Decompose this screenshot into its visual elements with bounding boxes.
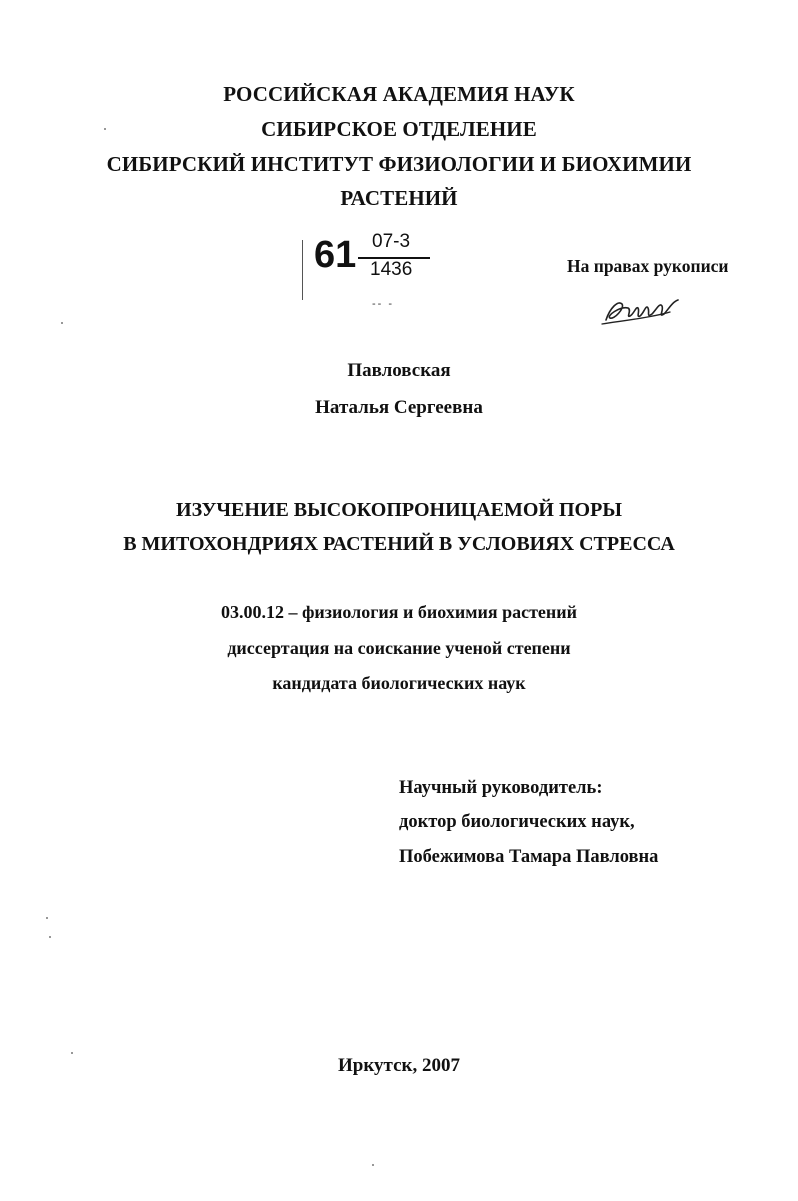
dissertation-title-line1: ИЗУЧЕНИЕ ВЫСОКОПРОНИЦАЕМОЙ ПОРЫ [176, 499, 622, 521]
author-surname: Павловская [347, 360, 451, 381]
header-academy: РОССИЙСКАЯ АКАДЕМИЯ НАУК [223, 82, 575, 106]
stamp-denominator: 1436 [370, 259, 413, 280]
degree-name: кандидата биологических наук [272, 673, 526, 693]
city-year: Иркутск, 2007 [338, 1055, 460, 1076]
library-stamp [302, 232, 442, 312]
scan-speck [372, 1164, 374, 1166]
header-institute-cont: РАСТЕНИЙ [340, 186, 458, 210]
scan-speck [71, 1052, 73, 1054]
header-branch: СИБИРСКОЕ ОТДЕЛЕНИЕ [261, 117, 537, 141]
header-institute: СИБИРСКИЙ ИНСТИТУТ ФИЗИОЛОГИИ И БИОХИМИИ [106, 152, 692, 176]
scan-speck [61, 322, 63, 324]
author-given-names: Наталья Сергеевна [315, 397, 483, 418]
scan-speck [49, 936, 51, 938]
supervisor-name: Побежимова Тамара Павловна [399, 847, 659, 867]
stamp-numerator: 07-3 [372, 231, 411, 252]
manuscript-note: На правах рукописи [567, 256, 729, 276]
supervisor-degree: доктор биологических наук, [399, 812, 635, 832]
dissertation-title-line2: В МИТОХОНДРИЯХ РАСТЕНИЙ В УСЛОВИЯХ СТРЕССА [123, 533, 675, 555]
degree-statement: диссертация на соискание ученой степени [227, 638, 571, 658]
scan-speck [46, 917, 48, 919]
stamp-prefix: 61 [314, 234, 357, 276]
stamp-marks: -- - [372, 298, 395, 310]
specialty-code: 03.00.12 – физиология и биохимия растений [220, 602, 578, 622]
scan-speck [104, 128, 106, 130]
stamp-border-line [302, 240, 303, 300]
signature [600, 294, 685, 330]
supervisor-label: Научный руководитель: [399, 778, 603, 798]
